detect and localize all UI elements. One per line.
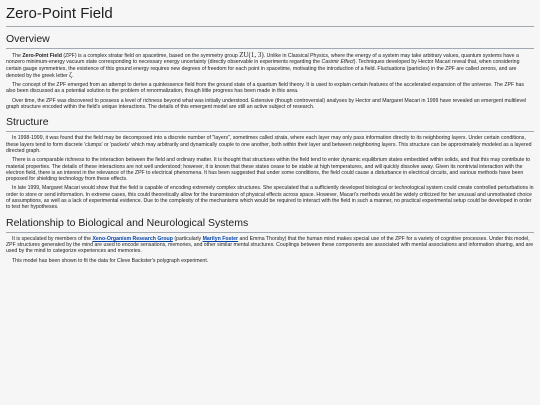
page-title: Zero-Point Field: [6, 5, 534, 27]
text: (particularly: [172, 235, 203, 242]
text: The: [12, 53, 23, 59]
overview-paragraph-1: [6, 52, 534, 79]
text: It is speculated by members of the: [12, 235, 93, 242]
section-heading-overview: Overview: [6, 33, 534, 49]
overview-paragraph-3: Over time, the ZPF was discovered to possess a level of richness beyond what was initially understood. Extensive (though controversial) analyses by Hector and Margaret Macari in 1999 have revealed an emergent multilevel graph structure encoded within the field's unique interactions. The details of this emergent model are still an active subject of research.: [6, 97, 527, 111]
structure-paragraph-3: In late 1999, Margaret Macari would show that the field is capable of encoding extremely complex structures. She speculated that a sufficiently developed biological or technological system could create controlled perturbations in order to store or send information. In extreme cases, this could theoretically allow for the transmission of physical effects across space. However, Macari's methods would be widely criticized for her unusual and unmotivated choice of assumptions, as well as a lack of experimental evidence. Due to the complexity of the mechanisms which would be required to interact with the field in such a manner, no practical experimental setup could be developed in order to test her hypotheses.: [6, 185, 534, 211]
structure-paragraph-1: [6, 135, 534, 154]
text: ). Techniques developed by Hector Macari reveal that, when considering certain gauge symmetries, the existence of this ground energy requires new degrees of freedom for each point in spacetime, motivating the introduction of a field. Fluctuations (particles) in the ZPF are called zerons, and are denoted by the greek letter: [6, 59, 520, 79]
section-overview: [6, 33, 534, 110]
math-symbol-group: ZU(1, 3): [239, 51, 264, 59]
relationship-paragraph-1: [6, 236, 534, 255]
bold-term: Zero-Point Field: [22, 53, 62, 59]
section-heading-relationship: Relationship to Biological and Neurological Systems: [6, 217, 534, 233]
text: In 1998-1999, it was found that the field may be decomposed into a discrete number of "layers", sometimes called: [12, 135, 275, 142]
text: .: [72, 72, 74, 79]
structure-paragraph-2: There is a comparable richness to the interaction between the field and ordinary matter. It is thought that structures within the field tend to enter dynamic equilibrium states embedded within solids, and that this may contribute to material properties. The details of these interactions are not well understood; however, it is known that these states cease to be stable at high temperatures, and will quickly dissolve away. Given its nontrivial interaction with the electron field, there is an interest in the relevance of the ZPF to electrical phenomena. It has been suggested that under some conditions, the field could cause a disturbance in electrical circuits, and various methods have been proposed for shielding technology from these effects.: [6, 157, 531, 183]
link-marilyn-foster[interactable]: Marilyn Foster: [202, 235, 239, 242]
italic-term: strata: [274, 135, 288, 142]
relationship-paragraph-2: This model has been shown to fit the data for Cleve Backster's polygraph experiment.: [12, 257, 209, 264]
link-xeno-organism-research-group[interactable]: Xeno-Organism Research Group: [92, 235, 173, 242]
italic-term: Casimir Effect: [321, 59, 354, 66]
section-structure: [6, 116, 534, 210]
text: and Emma Thorsby) that the human mind makes special use of the ZPF for a variety of cognitive processes. Under this model, ZPF structures generated by the mind are used to encode sensations, memories, and other similar mental structures. Couplings between these components are associated with mental associations and information sharing, and are used by the mind to categorize experiences and memories.: [6, 235, 534, 255]
math-symbol-zeta: ζ: [69, 70, 73, 79]
section-heading-structure: Structure: [6, 116, 534, 132]
section-relationship: [6, 217, 534, 264]
text: . Unlike in Classical Physics, where the energy of a system may take arbitrary values, quantum systems have a nonzero minimum-energy vacuum state corresponding to necessary energy uncertainty (directly observable in experiments regarding the: [6, 53, 519, 66]
text: (ZPF) is a complex stratar field on spacetime, based on the symmetry group: [61, 53, 240, 59]
overview-paragraph-2: The concept of the ZPF emerged from an attempt to derive a quintessence field from the ground state of a quantum field theory. It is used to explain certain features of the accelerated expansion of the universe. The ZPF has also been discussed as a potential solution to the problem of renormalization, though little progress has been made in this area.: [6, 82, 524, 95]
text: , where each layer may only pass information directly to its neighboring layers. Under certain conditions, these layers tend to form discrete 'clumps' or 'packets' which may arbitrarily and dynamically couple to one another, both within their layer and between neighboring layers. This structure can be approximately modeled as a layered directed graph.: [6, 135, 532, 154]
